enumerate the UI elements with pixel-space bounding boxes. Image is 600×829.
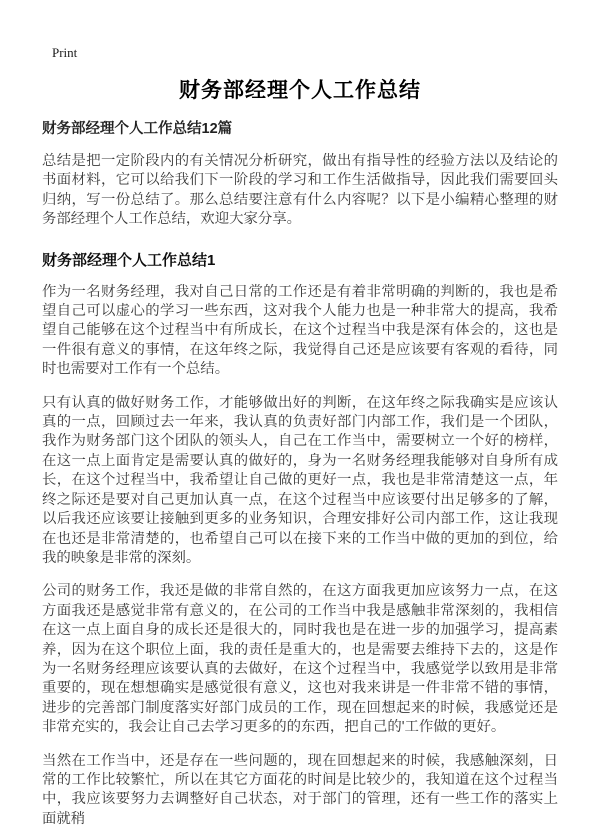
page-title: 财务部经理个人工作总结 — [179, 79, 421, 102]
body-paragraph: 只有认真的做好财务工作，才能够做出好的判断，在这年终之际我确实是应该认真的一点，回顾过去一年来，我认真的负责好部门内部工作，我们是一个团队，我作为财务部门这个团队的领头人，自己在工作当中，需要树立一个好的榜样，在这一点上面肯定是需要认真的做好的，身为一名财务经理我能够对自身所有成长，在这个过程当中，我希望让自己做的更好一点，我也是非常清楚这一点，年终之际还是要对自己更加认真一点，在这个过程当中应该要付出足够多的了解，以后我还应该要让接触到更多的业务知识，合理安排好公司内部工作，这让我现在也还是非常清楚的，也希望自己可以在接下来的工作当中做的更加的到位，给我的映象是非常的深刻。 — [42, 394, 558, 566]
document-subtitle: 财务部经理个人工作总结12篇 — [42, 121, 233, 137]
section-heading-1: 财务部经理个人工作总结1 — [42, 251, 216, 269]
body-paragraph: 作为一名财务经理，我对自己日常的工作还是有着非常明确的判断的，我也是希望自己可以虚心的学习一些东西，这对我个人能力也是一种非常大的提高，我希望自己能够在这个过程当中有所成长，在这个过程当中我是深有体会的，这也是一件很有意义的事情，在这年终之际，我觉得自己还是应该要有客观的看待，同时也需要对工作有一个总结。 — [42, 283, 558, 378]
body-paragraph: 当然在工作当中，还是存在一些问题的，现在回想起来的时候，我感触深刻，日常的工作比较繁忙，所以在其它方面花的时间是比较少的，我知道在这个过程当中，我应该要努力去调整好自己状态，对于部门的管理，还有一些工作的落实上面就稍 — [42, 752, 558, 827]
intro-paragraph: 总结是把一定阶段内的有关情况分析研究，做出有指导性的经验方法以及结论的书面材料，它可以给我们下一阶段的学习和工作生活做指导，因此我们需要回头归纳，写一份总结了。那么总结要注意有什么内容呢？以下是小编精心整理的财务部经理个人工作总结，欢迎大家分享。 — [42, 153, 558, 228]
print-link[interactable]: Print — [52, 45, 78, 60]
body-paragraph: 公司的财务工作，我还是做的非常自然的，在这方面我更加应该努力一点，在这方面我还是感觉非常有意义的，在公司的工作当中我是感触非常深刻的，我相信在这一点上面自身的成长还是很大的，同时我也是在进一步的加强学习，提高素养，因为在这个职位上面，我的责任是重大的，也是需要去维持下去的，这是作为一名财务经理应该要认真的去做好，在这个过程当中，我感觉学以致用是非常重要的，现在想想确实是感觉很有意义，这也对我来讲是一件非常不错的事情，进步的完善部门制度落实好部门成员的工作，现在回想起来的时候，我感觉还是非常充实的，我会让自己去学习更多的的东西，把自己的'工作做的更好。 — [42, 583, 558, 736]
